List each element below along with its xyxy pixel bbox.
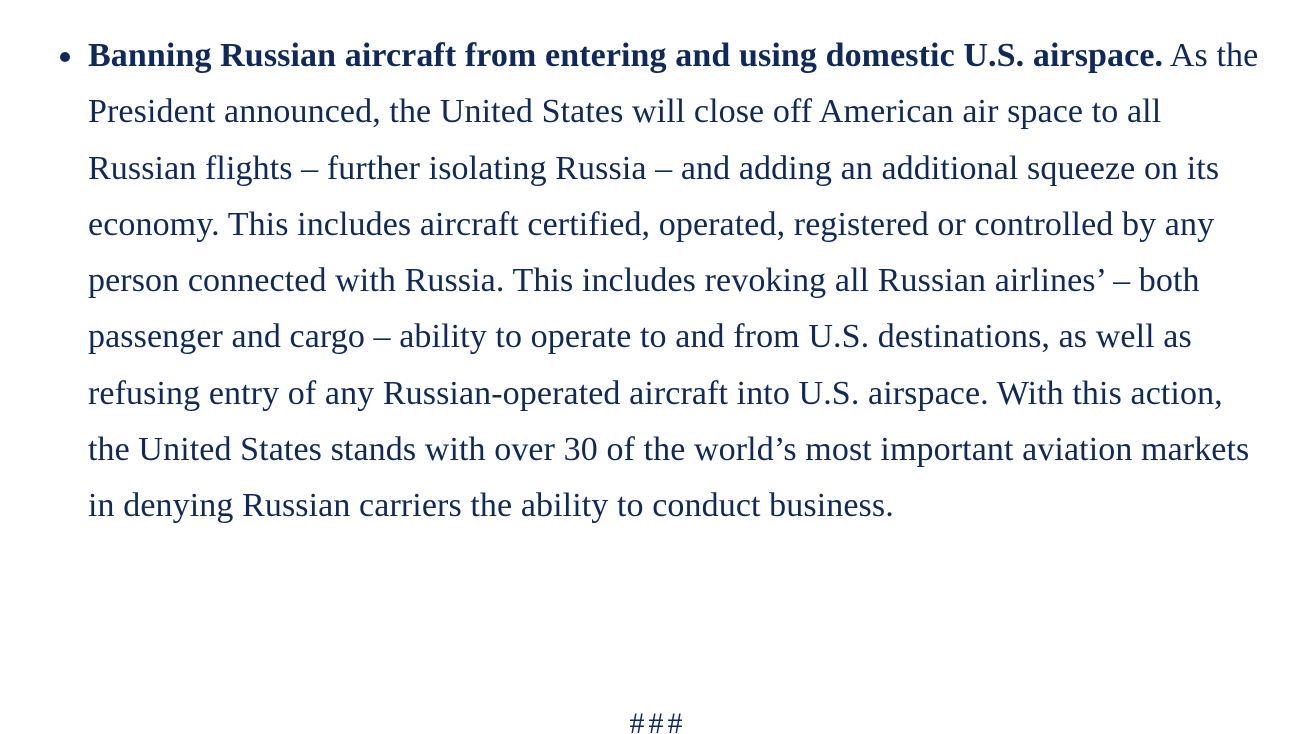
section-separator: ### [629,707,687,734]
bullet-body-text: As the President announced, the United States will close off American air space to all Russian flights – further isolating Russia – and adding an additional squeeze on its economy. This includes aircraft certified, operated, registered or controlled by any person connected with Russia. This includes revoking all Russian airlines’ – both passenger and cargo – ability to operate to and from U.S. destinations, as well as refusing entry of any Russian-operated aircraft into U.S. airspace. With this action, the United States stands with over 30 of the world’s most important aviation markets in denying Russian carriers the ability to conduct business. [88,37,1259,525]
list-item [88,28,1268,535]
bullet-icon [60,52,70,62]
bullet-lead-text: Banning Russian aircraft from entering and using domestic U.S. airspace. [88,37,1164,74]
